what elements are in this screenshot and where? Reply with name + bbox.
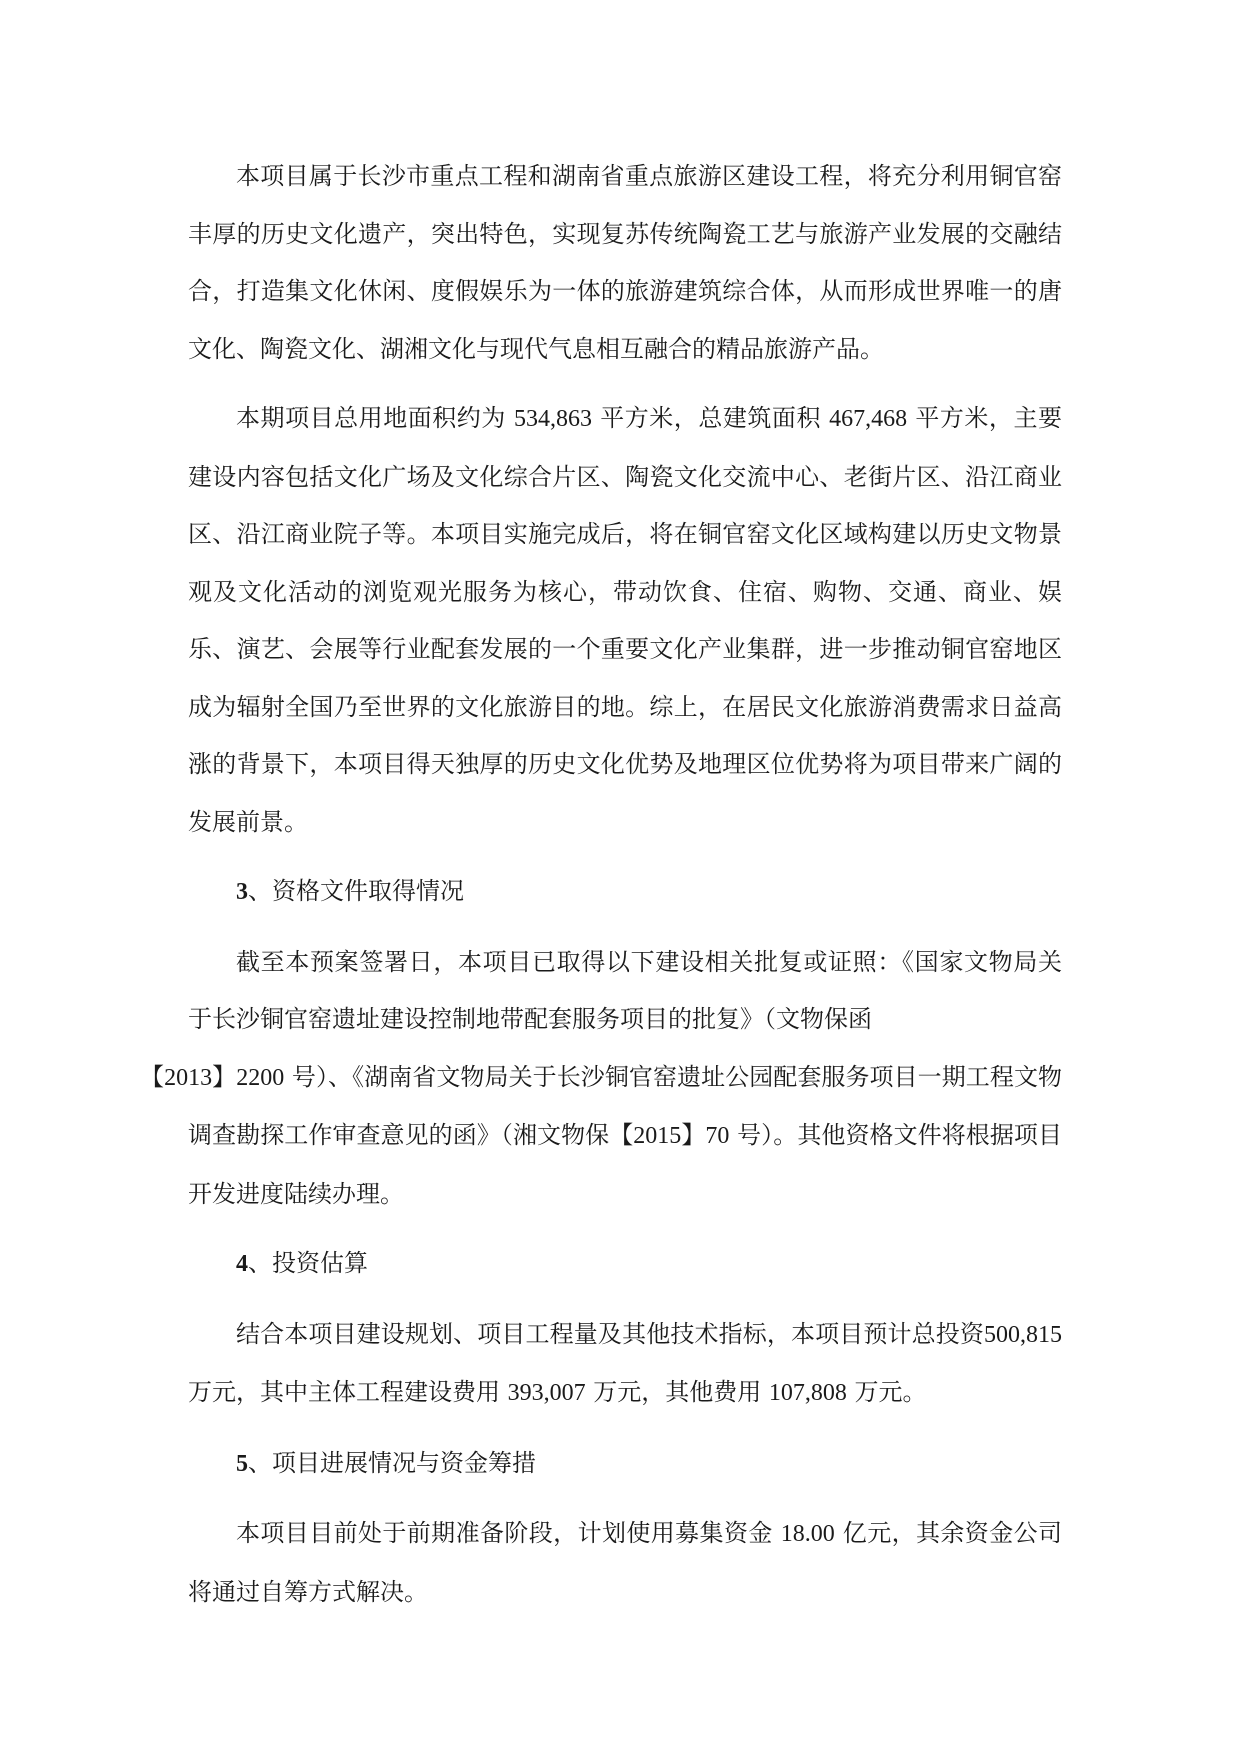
document-number: 70	[705, 1123, 730, 1149]
paragraph-text: 】	[212, 1062, 237, 1091]
paragraph-text: 截至本预案签署日，本项目已取得以下建设相关批复或证照：《国家文物局关于长沙铜官窑遗址建设控制地带配套服务项目的批复》（文物保函	[188, 947, 1062, 1033]
paragraph-investment-estimate	[188, 1306, 1062, 1423]
section-number: 3	[236, 879, 248, 905]
section-heading-progress	[188, 1435, 1062, 1494]
paragraph-qualification-docs	[140, 934, 1063, 1224]
paragraph-text: 】	[681, 1121, 706, 1149]
paragraph-text: 号）。其他资格文件将根据项目开发进度陆续办理。	[188, 1121, 1062, 1208]
section-title: 、项目进展情况与资金筹措	[248, 1448, 536, 1477]
land-area-value: 534,863	[514, 406, 593, 432]
paragraph-text: 平方米，主要建设内容包括文化广场及文化综合片区、陶瓷文化交流中心、老街片区、沿江商业区、沿江商业院子等。本项目实施完成后，将在铜官窑文化区域构建以历史文物景观及文化活动的浏览观光服务为核心，带动饮食、住宿、购物、交通、商业、娱乐、演艺、会展等行业配套发展的一个重要文化产业集群，进一步推动铜官窑地区成为辐射全国乃至世界的文化旅游目的地。综上，在居民文化旅游消费需求日益高涨的背景下，本项目得天独厚的历史文化优势及地理区位优势将为项目带来广阔的发展前景。	[188, 404, 1062, 836]
paragraph-text: 万元，其中主体工程建设费用	[188, 1378, 508, 1406]
raised-funds-value: 18.00	[780, 1521, 835, 1547]
paragraph-text: 本项目目前处于前期准备阶段，计划使用募集资金	[236, 1519, 781, 1547]
paragraph-text: 亿元，其余资金公司将通过自筹方式解决。	[188, 1519, 1062, 1606]
paragraph-progress-funding	[188, 1505, 1062, 1621]
paragraph-text: 本期项目总用地面积约为	[236, 404, 515, 432]
section-number: 5	[236, 1450, 248, 1477]
document-year: 2013	[164, 1064, 213, 1091]
section-title: 、资格文件取得情况	[248, 877, 464, 905]
paragraph-text: 万元，其他费用	[585, 1378, 769, 1406]
document-number: 2200	[236, 1064, 285, 1091]
paragraph-text: 【	[140, 1062, 165, 1091]
paragraph-project-overview	[188, 148, 1062, 378]
total-investment-value: 500,815	[984, 1321, 1062, 1348]
building-area-value: 467,468	[829, 406, 908, 432]
section-heading-qualification	[188, 863, 1062, 922]
paragraph-text: 号）、《湖南省文物局关于长沙铜官窑遗址公园配套服务项目一期工程文物调查勘探工作审查意见的函》（湘文物保【	[188, 1062, 1063, 1149]
construction-cost-value: 393,007	[507, 1380, 586, 1406]
paragraph-text: 本项目属于长沙市重点工程和湖南省重点旅游区建设工程，将充分利用铜官窑丰厚的历史文化遗产，突出特色，实现复苏传统陶瓷工艺与旅游产业发展的交融结合，打造集文化休闲、度假娱乐为一体的旅游建筑综合体，从而形成世界唯一的唐文化、陶瓷文化、湖湘文化与现代气息相互融合的精品旅游产品。	[188, 162, 1062, 363]
paragraph-project-scope	[188, 390, 1062, 851]
document-body	[140, 148, 1063, 1633]
section-heading-investment	[188, 1235, 1062, 1294]
paragraph-text: 万元。	[846, 1378, 927, 1406]
other-cost-value: 107,808	[768, 1380, 847, 1406]
section-number: 4	[236, 1251, 248, 1277]
section-title: 、投资估算	[248, 1249, 368, 1277]
paragraph-text: 结合本项目建设规划、项目工程量及其他技术指标，本项目预计总投资	[236, 1319, 984, 1348]
document-year: 2015	[633, 1123, 682, 1149]
paragraph-text: 平方米，总建筑面积	[592, 404, 830, 432]
